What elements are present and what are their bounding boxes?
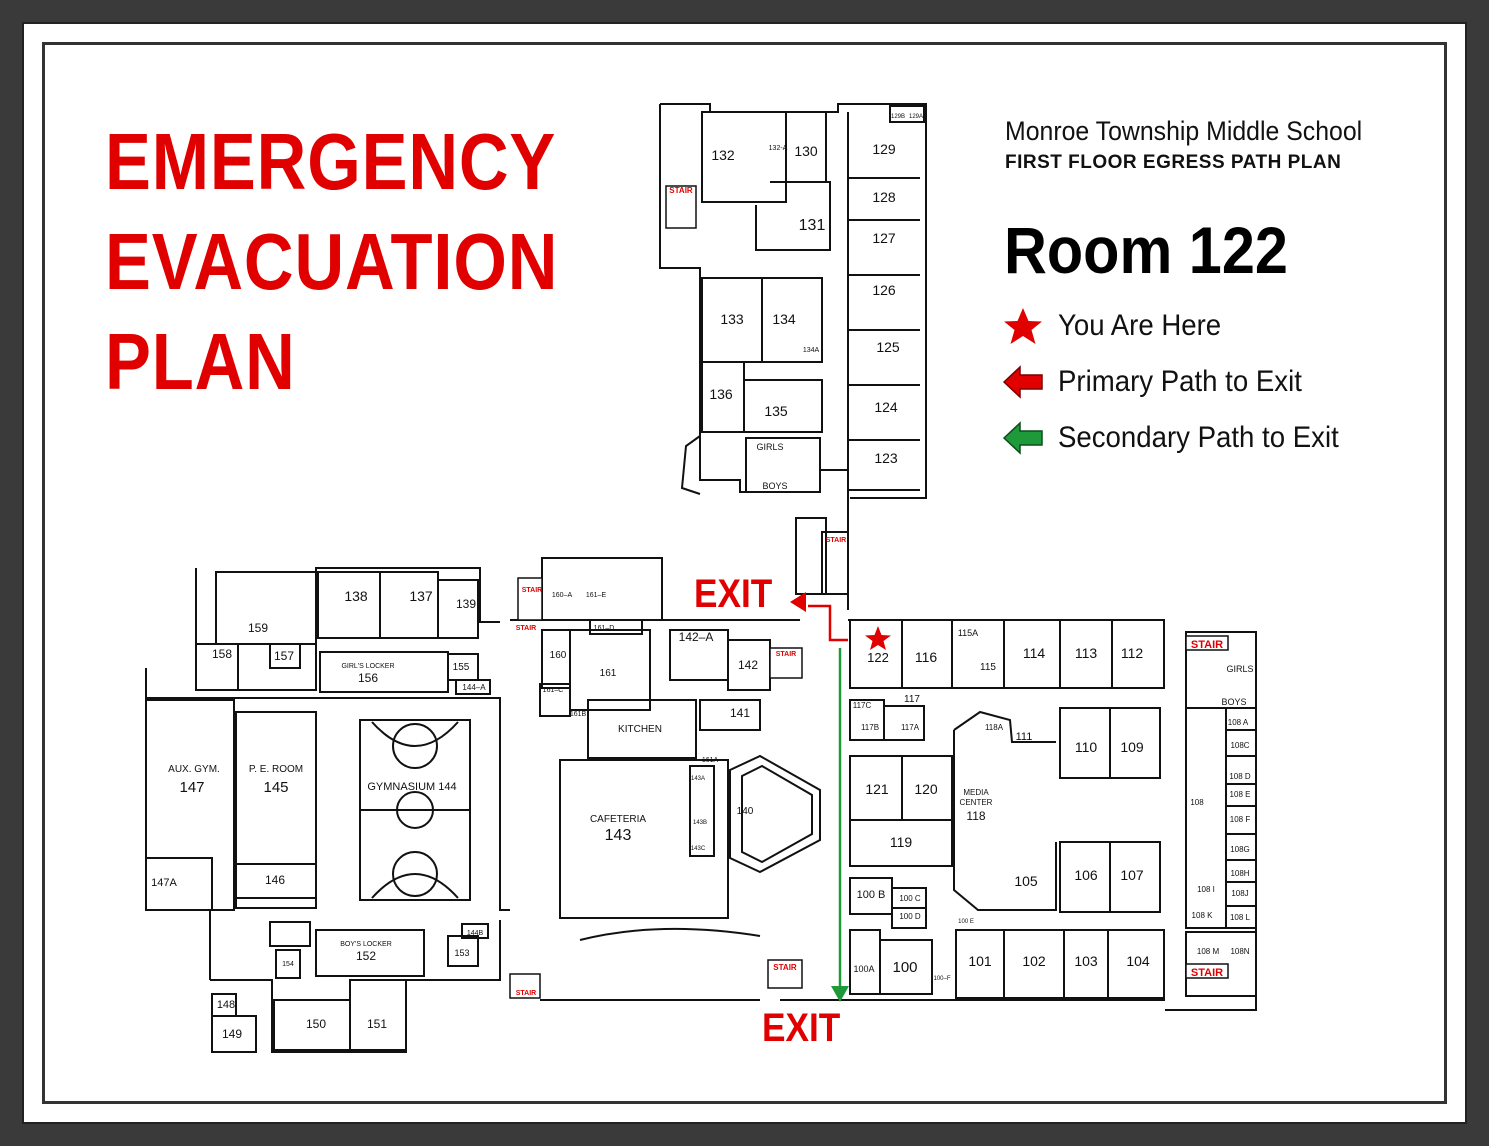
stair-label-west-mid: STAIR	[515, 625, 537, 632]
room-140: 140	[736, 806, 754, 817]
room-108f: 108 F	[1229, 815, 1251, 824]
room-116: 116	[914, 649, 938, 665]
room-131: 131	[798, 217, 826, 234]
stair-label-east-upper: STAIR	[1190, 639, 1224, 651]
stair-label-connector: STAIR	[825, 537, 847, 544]
room-153: 153	[454, 948, 470, 958]
room-115: 115	[980, 662, 996, 673]
room-134a: 134A	[802, 347, 820, 354]
boys-locker: BOY'S LOCKER	[340, 941, 392, 948]
room-142a: 142–A	[678, 630, 714, 644]
room-143b: 143B	[692, 820, 708, 826]
room-108: 108	[1190, 798, 1204, 807]
room-108n: 108N	[1230, 947, 1250, 956]
room-105: 105	[1014, 873, 1038, 889]
room-102: 102	[1022, 953, 1046, 969]
legend-primary-path-label: Primary Path to Exit	[1058, 365, 1302, 398]
room-139: 139	[455, 597, 477, 611]
stair-label-east-lower: STAIR	[1190, 967, 1224, 979]
legend-secondary-path-label: Secondary Path to Exit	[1058, 421, 1339, 454]
room-129a: 129A	[908, 114, 924, 120]
room-109: 109	[1120, 739, 1144, 755]
room-127: 127	[872, 230, 896, 246]
school-name: Monroe Township Middle School	[1005, 116, 1363, 146]
room-100f: 100–F	[933, 976, 951, 982]
room-148: 148	[216, 999, 236, 1011]
room-108k: 108 K	[1191, 911, 1213, 920]
room-113: 113	[1074, 645, 1098, 661]
room-125: 125	[876, 339, 900, 355]
room-143a: 143A	[690, 776, 706, 782]
room-154: 154	[282, 961, 294, 968]
room-130: 130	[794, 143, 818, 159]
room-100a: 100A	[853, 964, 875, 974]
room-147: 147	[179, 779, 205, 796]
secondary-path	[831, 648, 849, 1002]
room-128: 128	[872, 189, 896, 205]
room-100: 100	[892, 959, 918, 976]
room-110: 110	[1074, 739, 1098, 755]
room-160: 160	[549, 650, 567, 661]
room-132: 132	[711, 147, 735, 163]
room-156: 156	[357, 671, 379, 685]
room-108d: 108 D	[1229, 772, 1251, 781]
room-111: 111	[1015, 731, 1033, 743]
room-126: 126	[872, 282, 896, 298]
room-151: 151	[366, 1017, 388, 1031]
room-133: 133	[720, 311, 744, 327]
room-117a: 117A	[900, 723, 920, 732]
room-159: 159	[247, 621, 269, 635]
room-100d: 100 D	[899, 912, 921, 921]
room-142: 142	[737, 658, 759, 672]
room-161a: 161A	[701, 757, 719, 764]
room-117c: 117C	[852, 701, 872, 710]
room-137: 137	[409, 588, 433, 604]
room-155: 155	[452, 662, 470, 673]
room-108j: 108J	[1231, 889, 1249, 898]
room-136: 136	[709, 386, 733, 402]
room-118a: 118A	[984, 723, 1004, 732]
room-124: 124	[874, 399, 898, 415]
room-108c: 108C	[1230, 741, 1250, 750]
room-119: 119	[889, 834, 913, 850]
room-161d: 161–D	[593, 625, 615, 632]
room-117b: 117B	[860, 723, 880, 732]
room-123: 123	[874, 450, 898, 466]
pe-room: P. E. ROOM	[248, 764, 304, 775]
room-118: 118	[966, 809, 986, 823]
room-143: 143	[604, 827, 632, 844]
title-line-3: PLAN	[105, 317, 296, 406]
room-161c: 161–C	[542, 687, 564, 694]
room-129: 129	[872, 141, 896, 157]
room-161: 161	[599, 668, 617, 679]
stair-label-south-west: STAIR	[515, 990, 537, 997]
room-108e: 108 E	[1229, 790, 1251, 799]
gymnasium: GYMNASIUM 144	[367, 781, 457, 793]
room-138: 138	[344, 588, 368, 604]
room-120: 120	[914, 781, 938, 797]
room-100c: 100 C	[899, 894, 921, 903]
room-100e: 100 E	[958, 919, 974, 925]
room-132a: 132-A	[768, 145, 788, 152]
room-103: 103	[1074, 953, 1098, 969]
title-line-2: EVACUATION	[105, 217, 559, 306]
room-144b: 144B	[466, 930, 484, 937]
room-107: 107	[1120, 867, 1144, 883]
room-122: 122	[867, 650, 889, 665]
floor-plan-walls	[146, 104, 1256, 1052]
girls-locker: GIRL'S LOCKER	[341, 663, 395, 670]
room-108i: 108 I	[1197, 885, 1215, 894]
room-161b: 161B	[569, 711, 587, 718]
room-129b: 129B	[890, 114, 906, 120]
aux-gym: AUX. GYM.	[168, 764, 220, 775]
room-108a: 108 A	[1227, 718, 1249, 727]
room-141: 141	[729, 706, 751, 720]
media-center-line2: CENTER	[959, 798, 993, 807]
legend-you-are-here-label: You Are Here	[1058, 309, 1222, 342]
room-108l: 108 L	[1229, 913, 1251, 922]
room-108m: 108 M	[1196, 947, 1220, 956]
room-number: Room 122	[1004, 213, 1288, 287]
room-134: 134	[772, 311, 796, 327]
room-146: 146	[264, 873, 286, 887]
room-121: 121	[865, 781, 889, 797]
room-101: 101	[968, 953, 992, 969]
you-are-here-marker	[865, 626, 891, 650]
room-145: 145	[263, 779, 289, 796]
top-exit-label: EXIT	[694, 572, 773, 616]
room-144a: 144–A	[462, 683, 486, 692]
stair-label-south-central: STAIR	[773, 963, 797, 972]
stair-label-central: STAIR	[775, 651, 797, 658]
cafeteria: CAFETERIA	[589, 814, 647, 825]
room-150: 150	[305, 1017, 327, 1031]
room-112: 112	[1120, 645, 1144, 661]
room-158: 158	[211, 647, 233, 661]
stair-label-north: STAIR	[669, 186, 693, 195]
kitchen: KITCHEN	[618, 724, 662, 735]
room-115a: 115A	[957, 628, 979, 638]
bottom-exit-label: EXIT	[762, 1006, 841, 1050]
room-108g: 108G	[1230, 845, 1250, 854]
girls-restroom-east: GIRLS	[1226, 664, 1254, 674]
room-147a: 147A	[151, 877, 177, 889]
room-160a: 160–A	[551, 592, 573, 599]
boys-restroom-north: BOYS	[762, 481, 788, 491]
stair-label-west-upper: STAIR	[521, 587, 543, 594]
room-149: 149	[221, 1027, 243, 1041]
media-center-line1: MEDIA	[963, 788, 989, 797]
title-line-1: EMERGENCY	[105, 117, 557, 206]
room-114: 114	[1022, 645, 1046, 661]
room-106: 106	[1074, 867, 1098, 883]
girls-restroom-north: GIRLS	[756, 442, 784, 452]
room-135: 135	[764, 403, 788, 419]
plan-subtitle: FIRST FLOOR EGRESS PATH PLAN	[1005, 152, 1342, 173]
boys-restroom-east: BOYS	[1221, 697, 1247, 707]
room-143c: 143C	[690, 846, 706, 852]
room-104: 104	[1126, 953, 1150, 969]
room-108h: 108H	[1230, 869, 1250, 878]
room-157: 157	[273, 649, 295, 663]
room-117: 117	[904, 694, 920, 705]
room-152: 152	[355, 949, 377, 963]
room-161e: 161–E	[585, 592, 607, 599]
room-100b: 100 B	[856, 889, 886, 901]
